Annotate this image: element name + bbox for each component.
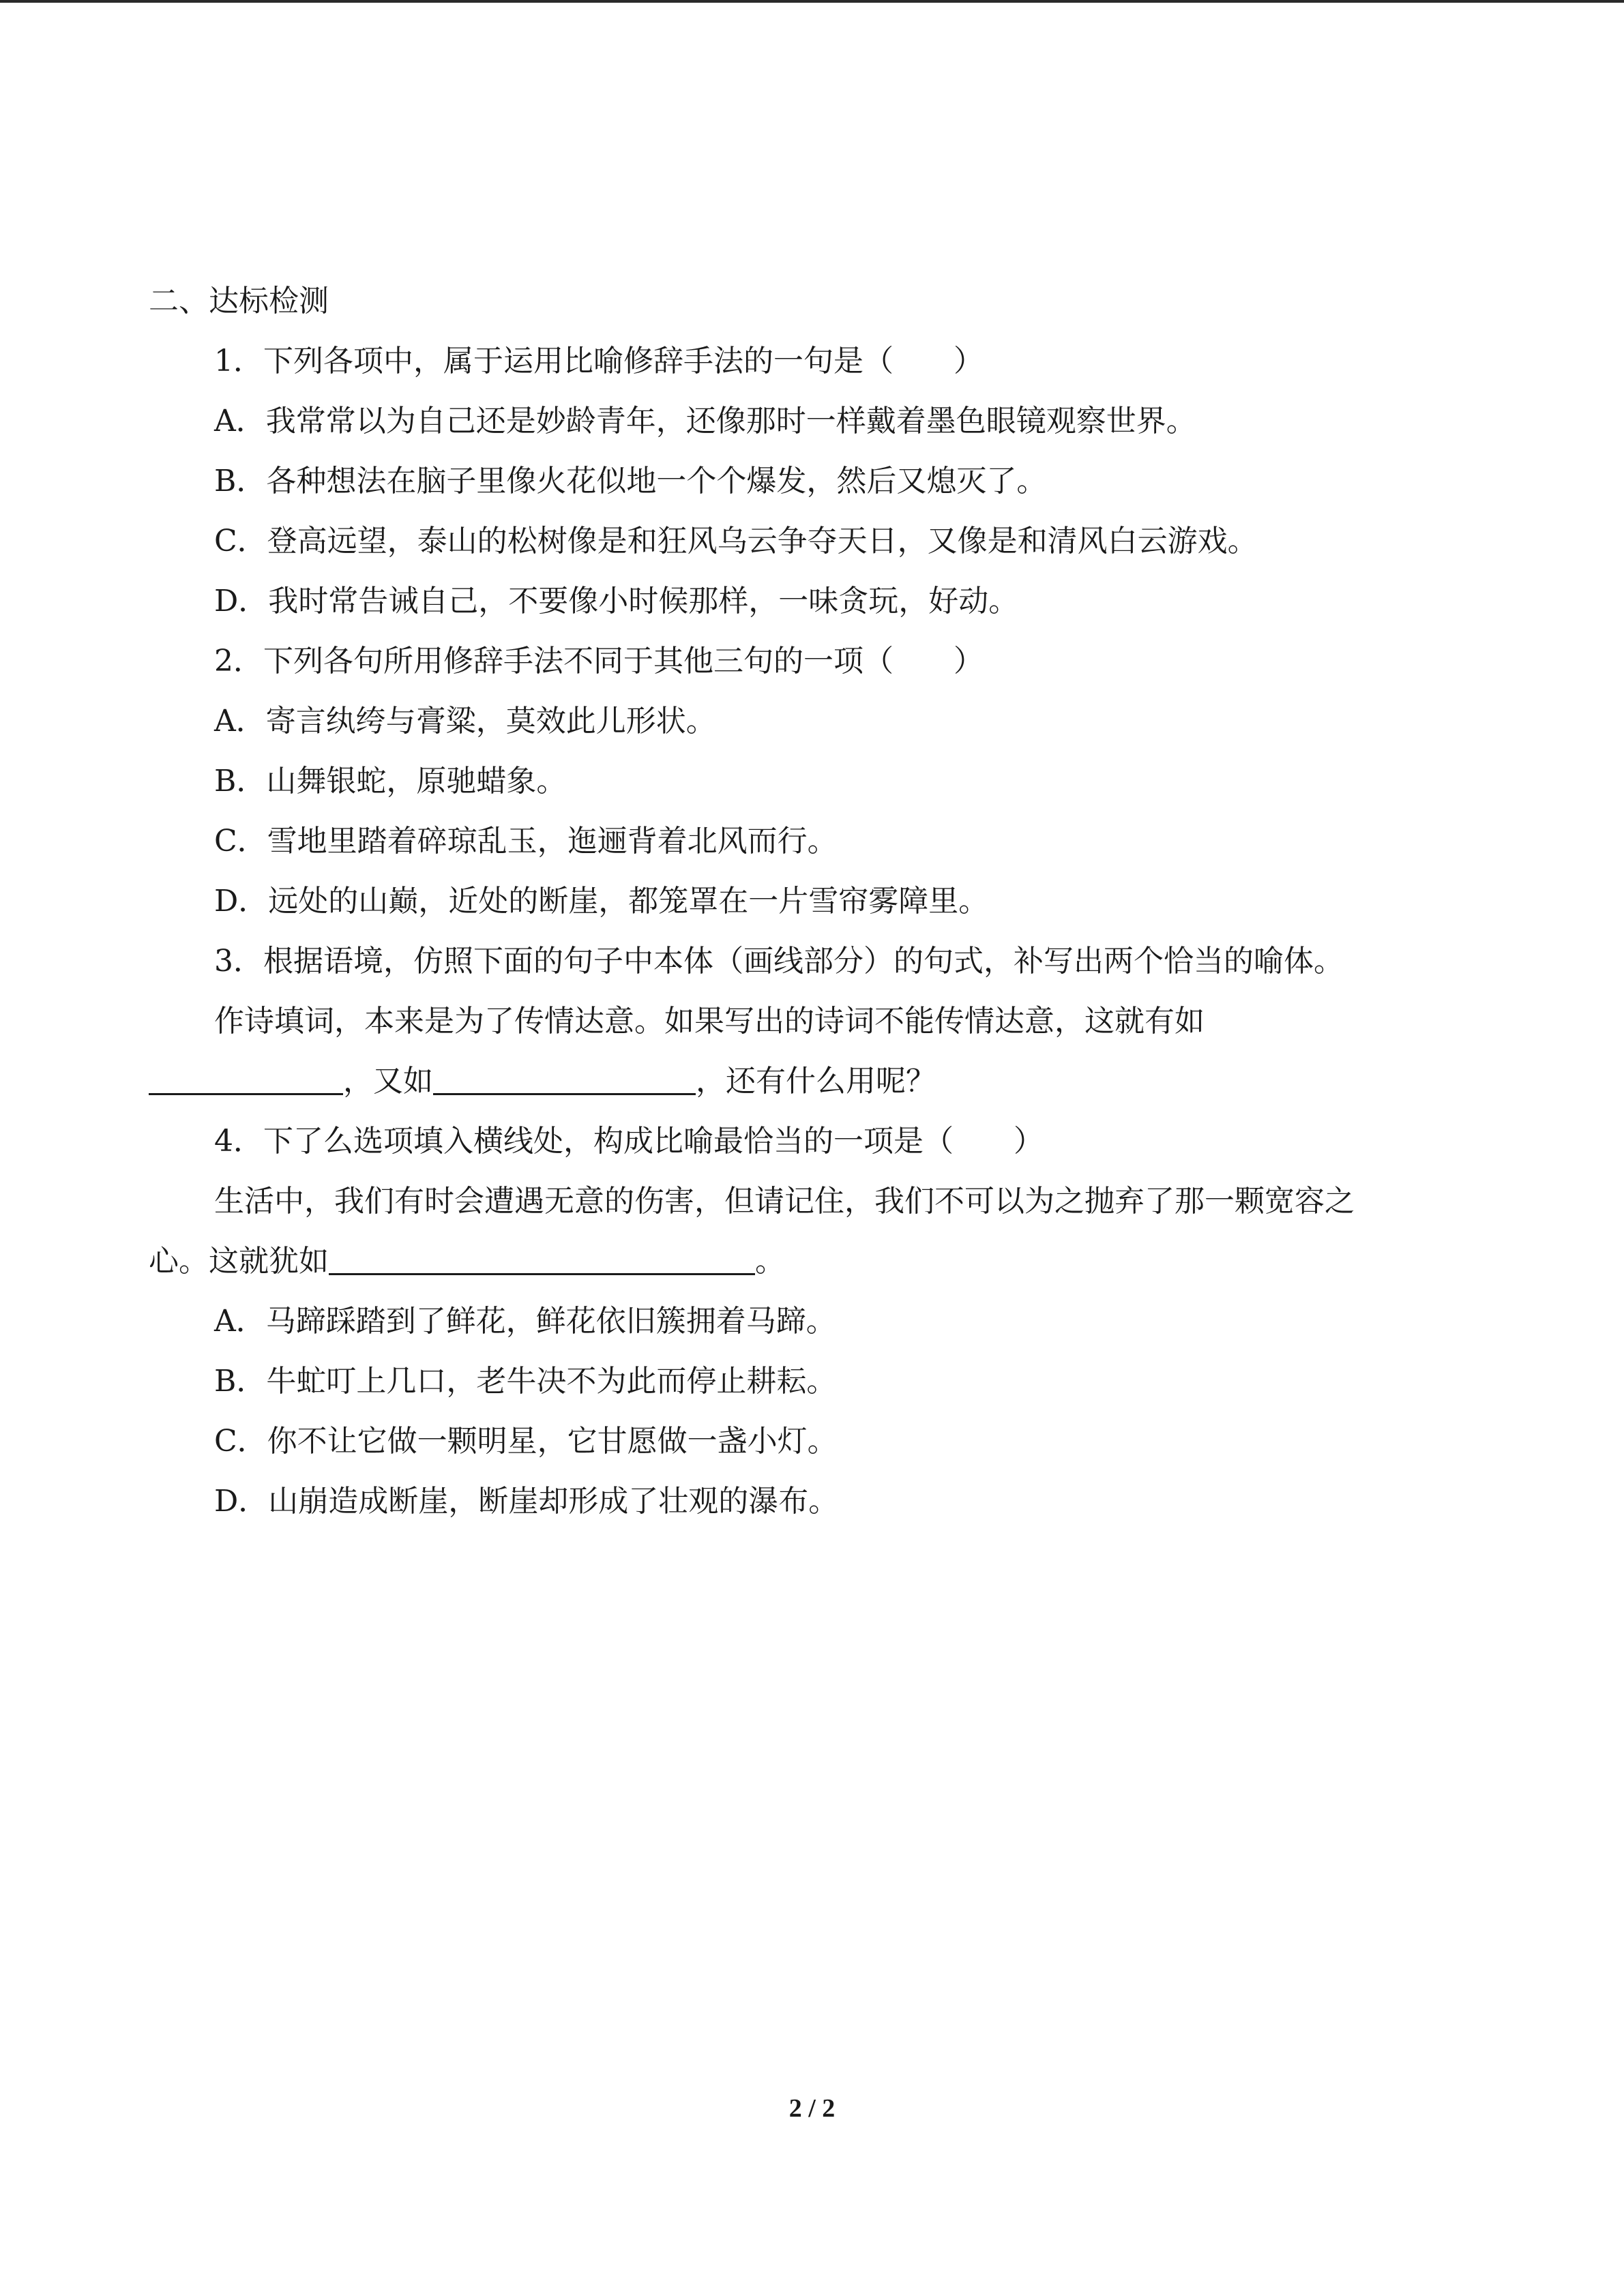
question-3-passage: 作诗填词，本来是为了传情达意。如果写出的诗词不能传情达意，这就有如 — [214, 1004, 1205, 1039]
question-2-option-d: D．远处的山巅，近处的断崖，都笼罩在一片雪帘雾障里。 — [214, 884, 989, 919]
question-2-option-b: B．山舞银蛇，原驰蜡象。 — [214, 764, 567, 799]
question-4-option-b: B．牛虻叮上几口，老牛决不为此而停止耕耘。 — [214, 1364, 837, 1399]
question-3-mid-text: ，又如 — [343, 1064, 433, 1099]
answer-blank-2[interactable] — [433, 1055, 696, 1095]
question-4-line2-end: 。 — [755, 1244, 785, 1279]
question-1-stem: 1．下列各项中，属于运用比喻修辞手法的一句是（ ） — [214, 344, 984, 378]
question-4-stem: 4．下了么选项填入横线处，构成比喻最恰当的一项是（ ） — [214, 1124, 1044, 1159]
question-4-option-a: A．马蹄踩踏到了鲜花，鲜花依旧簇拥着马蹄。 — [214, 1304, 836, 1339]
question-4-line2-start: 心。这就犹如 — [149, 1244, 329, 1279]
page-number: 2 / 2 — [788, 2094, 836, 2123]
question-4-option-d: D．山崩造成断崖，断崖却形成了壮观的瀑布。 — [214, 1484, 839, 1519]
section-title: 二、达标检测 — [149, 284, 329, 318]
question-3-end-text: ，还有什么用呢？ — [696, 1064, 936, 1099]
top-border-rule — [0, 0, 1624, 3]
question-1-option-d: D．我时常告诫自己，不要像小时候那样，一味贪玩，好动。 — [214, 584, 1019, 618]
question-4-option-c: C．你不让它做一颗明星，它甘愿做一盏小灯。 — [214, 1424, 838, 1459]
question-3-stem: 3．根据语境，仿照下面的句子中本体（画线部分）的句式，补写出两个恰当的喻体。 — [214, 944, 1344, 979]
question-2-option-c: C．雪地里踏着碎琼乱玉，迤逦背着北风而行。 — [214, 824, 838, 859]
question-3-fill-line — [149, 1052, 1486, 1112]
answer-blank-1[interactable] — [149, 1055, 343, 1095]
question-1-option-b: B．各种想法在脑子里像火花似地一个个爆发，然后又熄灭了。 — [214, 464, 1047, 498]
question-1-option-a: A．我常常以为自己还是妙龄青年，还像那时一样戴着墨色眼镜观察世界。 — [214, 404, 1196, 438]
question-4-passage: 生活中，我们有时会遭遇无意的伤害，但请记住，我们不可以为之抛弃了那一颗宽容之 — [214, 1184, 1355, 1219]
question-1-option-c: C．登高远望，泰山的松树像是和狂风乌云争夺天日，又像是和清风白云游戏。 — [214, 524, 1258, 558]
question-2-stem: 2．下列各句所用修辞手法不同于其他三句的一项（ ） — [214, 644, 984, 679]
worksheet-content — [149, 271, 1486, 1532]
answer-blank-3[interactable] — [329, 1235, 755, 1275]
question-2-option-a: A．寄言纨绔与膏粱，莫效此儿形状。 — [214, 704, 716, 739]
question-4-fill-line — [149, 1232, 1486, 1292]
